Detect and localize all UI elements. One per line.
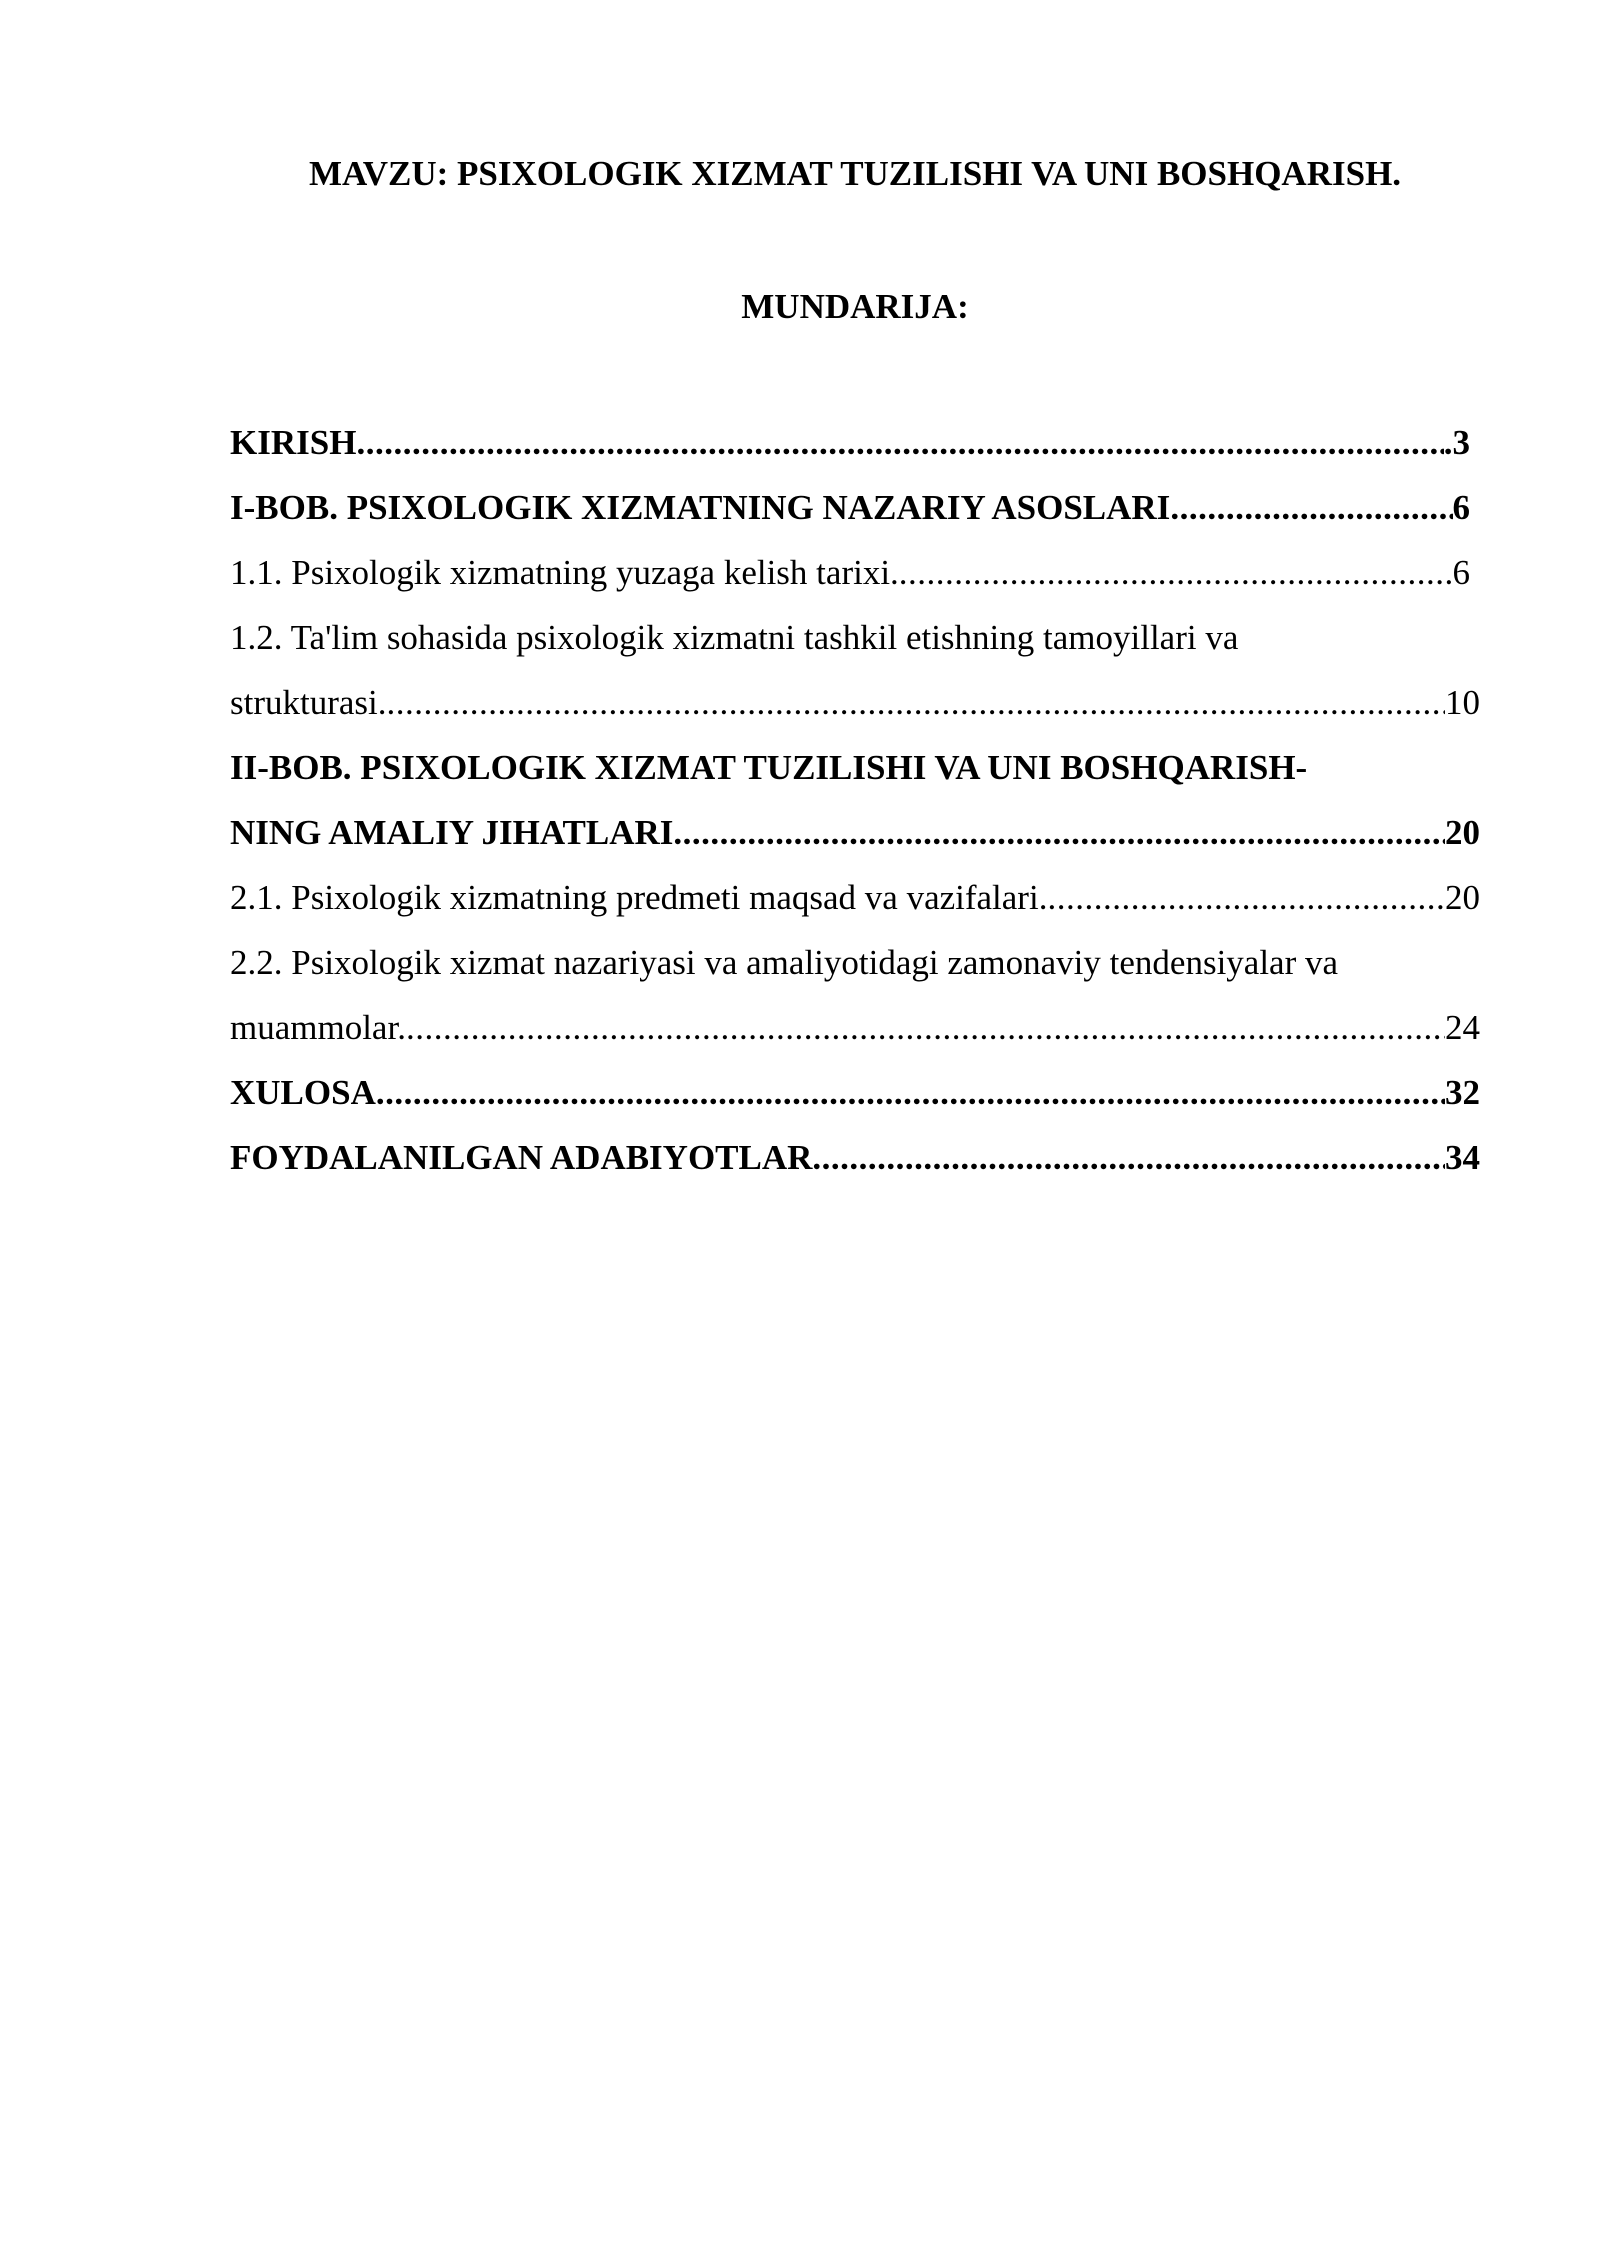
toc-entry-label: 1.1. Psixologik xizmatning yuzaga kelish tarixi. — [230, 553, 899, 592]
toc-page-number: .3 — [1443, 423, 1470, 462]
toc-entry-chapter-1[interactable] — [230, 475, 1480, 540]
toc-entry-label: XULOSA — [230, 1073, 376, 1112]
dot-leader — [1047, 865, 1445, 930]
toc-entry-label: NING AMALIY JIHATLARI — [230, 813, 674, 852]
toc-page-number: 32 — [1445, 1073, 1480, 1112]
toc-entry-label-line1: 2.2. Psixologik xizmat nazariyasi va amaliyotidagi zamonaviy tendensiyalar va — [230, 943, 1339, 982]
toc-entry-label: FOYDALANILGAN ADABIYOTLAR — [230, 1138, 813, 1177]
toc-page-number: 6 — [1452, 553, 1470, 592]
dot-leader — [376, 1060, 1445, 1125]
toc-entry-label-line1: 1.2. Ta'lim sohasida psixologik xizmatni tashkil etishning tamoyillari va — [230, 618, 1239, 657]
dot-leader — [899, 540, 1453, 605]
toc-entry-section-2-2[interactable] — [230, 930, 1480, 1060]
toc-entry-chapter-2[interactable] — [230, 735, 1480, 865]
toc-page-number: 24 — [1445, 1008, 1480, 1047]
toc-page-number: 20 — [1445, 813, 1480, 852]
toc-entry-label: KIRISH — [230, 423, 357, 462]
toc-entry-section-2-1[interactable] — [230, 865, 1480, 930]
dot-leader — [387, 670, 1445, 735]
contents-heading: MUNDARIJA: — [741, 287, 969, 326]
toc-entry-label-line1: II-BOB. PSIXOLOGIK XIZMAT TUZILISHI VA UNI BOSHQARISH- — [230, 748, 1308, 787]
dot-leader — [406, 995, 1445, 1060]
dot-leader — [1170, 475, 1452, 540]
toc-page-number: 10 — [1445, 683, 1480, 722]
toc-entry-kirish[interactable] — [230, 410, 1480, 475]
document-title: MAVZU: PSIXOLOGIK XIZMAT TUZILISHI VA UNI BOSHQARISH. — [308, 154, 1402, 193]
toc-entry-label: muammolar. — [230, 1008, 406, 1047]
dot-leader — [356, 410, 1443, 475]
dot-leader — [812, 1125, 1445, 1190]
dot-leader — [673, 800, 1445, 865]
toc-page-number: 34 — [1445, 1138, 1480, 1177]
toc-entry-label: strukturasi. — [230, 683, 387, 722]
toc-entry-section-1-1[interactable] — [230, 540, 1480, 605]
toc-entry-section-1-2[interactable] — [230, 605, 1480, 735]
table-of-contents — [230, 410, 1480, 1190]
toc-page-number: 20 — [1445, 878, 1480, 917]
toc-entry-label: 2.1. Psixologik xizmatning predmeti maqsad va vazifalari. — [230, 878, 1048, 917]
toc-entry-xulosa[interactable] — [230, 1060, 1480, 1125]
toc-entry-references[interactable] — [230, 1125, 1480, 1190]
toc-page-number: 6 — [1452, 488, 1470, 527]
toc-entry-label: I-BOB. PSIXOLOGIK XIZMATNING NAZARIY ASOSLARI — [230, 488, 1171, 527]
